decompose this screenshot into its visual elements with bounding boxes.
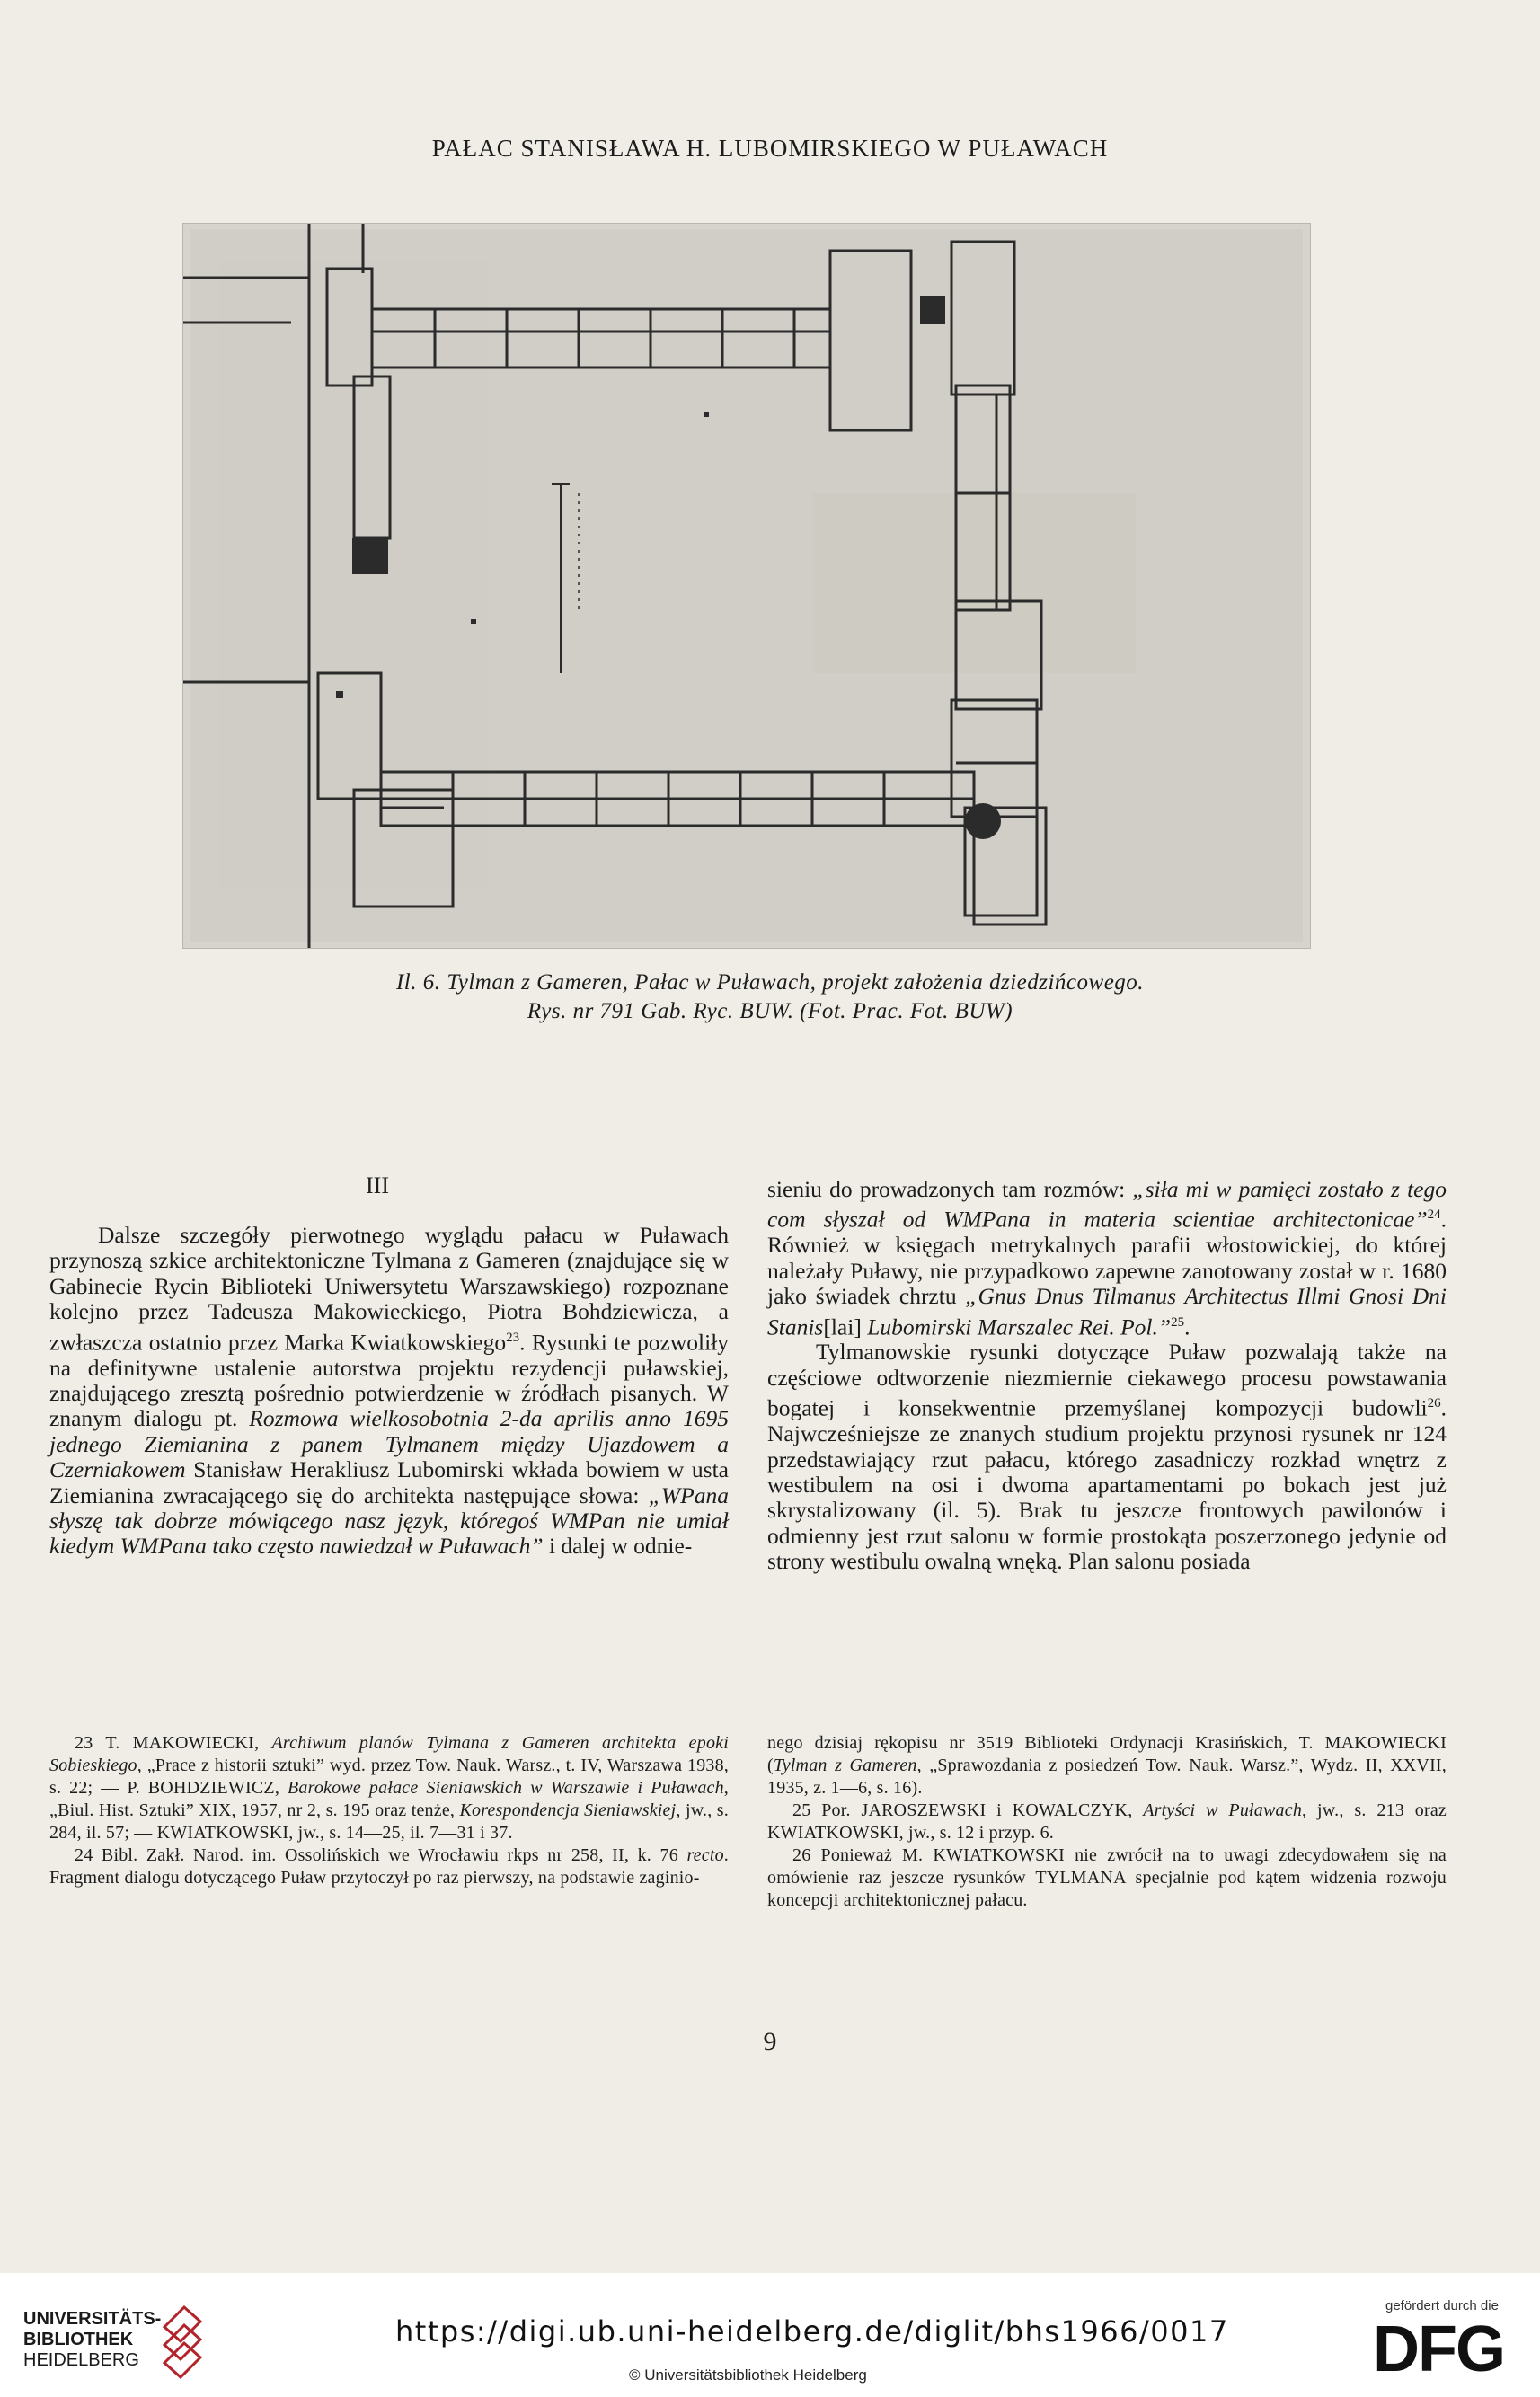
text-span: , „Biul. Hist. Sztuki” XIX, 1957, nr 2, s. 195 oraz tenże,: [49, 1778, 729, 1820]
title: Tylman z Gameren: [773, 1756, 917, 1775]
text-span: , jw., s. 284, il. 57; — KWIATKOWSKI, jw., s. 14—25, il. 7—31 i 37.: [49, 1800, 729, 1843]
right-text-column: [767, 1177, 1447, 1575]
dialogue-title: Rozmowa wielkosobotnia 2-da aprilis anno 1695 jednego Ziemianina z panem Tylmanem między Ujazdowem a Czerniakowem: [49, 1405, 729, 1483]
running-title: PAŁAC STANISŁAWA H. LUBOMIRSKIEGO W PUŁAWACH: [431, 135, 1109, 162]
library-name-line: BIBLIOTHEK: [23, 2330, 134, 2349]
quote: „siła mi w pamięci zostało z tego com słyszał od WMPana in materia scientiae architectonicae”: [767, 1176, 1447, 1233]
library-logo-icon: [157, 2300, 207, 2379]
page-number: 9: [763, 2027, 777, 2056]
text-span: Dalsze szczegóły pierwotnego wyglądu pałacu w Puławach przynoszą szkice architektoniczne Tylmana z Gameren (znajdujące się w Gabinecie Rycin Biblioteki Uniwersytetu Warszawskiego) rozpoznane kolejno przez Tadeusza Makowieckiego, Piotra Bohdziewicza, a zwłaszcza ostatnio przez Marka Kwiatkowskiego: [49, 1222, 729, 1356]
section-number: III: [366, 1172, 389, 1198]
quote: „Gnus Dnus Tilmanus Architectus Illmi Gnosi Dni Stanis: [767, 1283, 1447, 1340]
footer-bar: [0, 2273, 1540, 2397]
text-span: . Najwcześniejsze ze znanych studium projektu przynosi rysunek nr 124 przedstawiający rzut pałacu, którego zasadniczy rozkład wnętrz z westibulem na osi i dwoma apartamentami po bokach jest już skrystalizowany (il. 5). Brak tu jeszcze frontowych pawilonów i odmienny jest rzut salonu w formie prostokąta poszerzonego jedynie od strony westibulu owalną wnęką. Plan salonu posiada: [767, 1394, 1447, 1575]
text-span: 25 Por. JAROSZEWSKI i KOWALCZYK,: [792, 1800, 1144, 1820]
dfg-logo: DFG: [1373, 2313, 1504, 2385]
footnotes-left: [49, 1732, 729, 1889]
text-span: . Również w księgach metrykalnych parafii włostowickiej, do której należały Puławy, nie przypadkowo zapewne zanotowany został w r. 1680 jako świadek chrztu: [767, 1206, 1447, 1310]
footnote-ref: 26: [1427, 1396, 1441, 1411]
footnote-23: [49, 1732, 729, 1844]
figure-caption: [180, 969, 1360, 1026]
text-span: .: [1184, 1313, 1190, 1340]
footnote-26: 26 Ponieważ M. KWIATKOWSKI nie zwrócił na to uwagi zdecydowałem się na omówienie raz jeszcze rysunków TYLMANA specjalnie pod kątem widzenia rozwoju koncepcji architektonicznej pałacu.: [767, 1845, 1447, 1910]
text-span: , „Prace z historii sztuki” wyd. przez Tow. Nauk. Warsz., t. IV, Warszawa 1938, s. 22; — P. BOHDZIEWICZ,: [49, 1756, 729, 1798]
right-paragraph-2: [767, 1340, 1447, 1574]
text-span: 23 T. MAKOWIECKI,: [75, 1733, 272, 1753]
left-text-column: [49, 1223, 729, 1560]
title: Archiwum planów Tylmana z Gameren architekta epoki Sobieskiego: [49, 1733, 729, 1775]
copyright-notice: © Universitätsbibliothek Heidelberg: [629, 2366, 867, 2384]
text-span: [lai]: [823, 1313, 862, 1340]
floor-plan-image: [183, 224, 1310, 948]
library-name-line: UNIVERSITÄTS-: [23, 2309, 162, 2329]
library-logo-text: [23, 2309, 161, 2371]
text-span: nego dzisiaj rękopisu nr 3519 Biblioteki Ordynacji Krasińskich, T. MAKOWIECKI (: [767, 1733, 1447, 1775]
quote: Lubomirski Marszalec Rei. Pol.”: [861, 1313, 1172, 1340]
footnote-24: [49, 1844, 729, 1889]
footnotes-right: [767, 1732, 1447, 1912]
funding-label: gefördert durch die: [1385, 2298, 1499, 2313]
term: recto: [686, 1845, 724, 1865]
quote: „WPana słyszę tak dobrze mówiącego nasz język, któregoś WMPan nie umiał kiedym WMPana tako często nawiedzał w Puławach”: [49, 1482, 729, 1560]
title: Korespondencja Sieniawskiej: [459, 1800, 677, 1820]
floor-plan-drawing: [182, 223, 1311, 949]
text-span: , „Sprawozdania z posiedzeń Tow. Nauk. Warsz.”, Wydz. II, XXVII, 1935, z. 1—6, s. 16).: [767, 1756, 1447, 1798]
text-span: , jw., s. 213 oraz KWIATKOWSKI, jw., s. 12 i przyp. 6.: [767, 1800, 1447, 1843]
footnote-ref: 24: [1427, 1207, 1441, 1223]
caption-line-2: Rys. nr 791 Gab. Ryc. BUW. (Fot. Prac. Fot. BUW): [527, 999, 1013, 1023]
text-span: Stanisław Herakliusz Lubomirski wkłada bowiem w usta Ziemianina zwracającego się do architekta następujące słowa:: [49, 1456, 729, 1508]
caption-line-1: Il. 6. Tylman z Gameren, Pałac w Puławach, projekt założenia dziedzińcowego.: [395, 970, 1145, 995]
title: Barokowe pałace Sieniawskich w Warszawie i Puławach: [288, 1778, 724, 1798]
footnote-25: [767, 1800, 1447, 1844]
title: Artyści w Puławach: [1143, 1800, 1303, 1820]
text-span: . Fragment dialogu dotyczącego Puław przytoczył po raz pierwszy, na podstawie zaginio-: [49, 1845, 729, 1888]
footnote-ref: 25: [1171, 1314, 1185, 1330]
document-url[interactable]: https://digi.ub.uni-heidelberg.de/diglit/bhs1966/0017: [395, 2314, 1229, 2348]
footnote-ref: 23: [506, 1330, 520, 1345]
right-paragraph-1: [767, 1177, 1447, 1340]
footnote-23-continued: [767, 1732, 1447, 1800]
text-span: Tylmanowskie rysunki dotyczące Puław pozwalają także na częściowe odtworzenie niezmiernie ciekawego procesu powstawania bogatej i konsekwentnie przemyślanej kompozycji budowli: [767, 1339, 1447, 1421]
library-name-line: HEIDELBERG: [23, 2350, 139, 2370]
left-paragraph: [49, 1223, 729, 1560]
text-span: sieniu do prowadzonych tam rozmów:: [767, 1176, 1133, 1202]
text-span: i dalej w odnie-: [543, 1533, 693, 1560]
text-span: . Rysunki te pozwoliły na definitywne ustalenie autorstwa projektu rezydencji puławskiej, znajdującego zresztą pośrednio potwierdzenie w źródłach pisanych. W znanym dialogu pt.: [49, 1329, 729, 1432]
text-span: 24 Bibl. Zakł. Narod. im. Ossolińskich we Wrocławiu rkps nr 258, II, k. 76: [75, 1845, 687, 1865]
